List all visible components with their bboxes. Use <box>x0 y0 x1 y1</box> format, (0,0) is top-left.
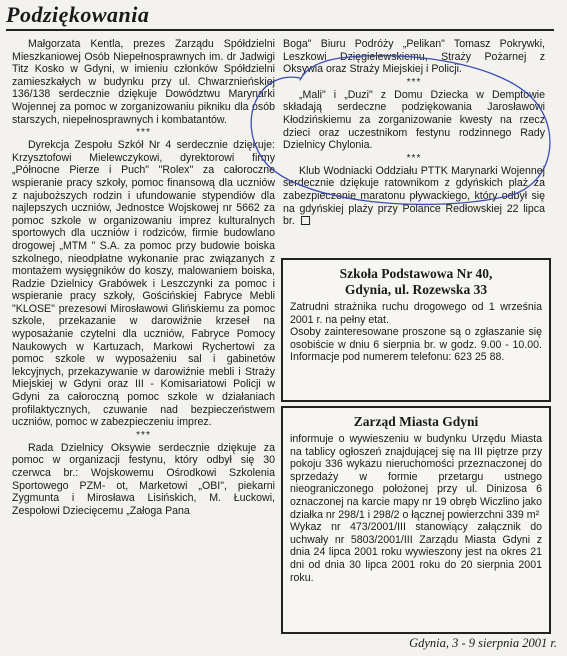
ad-box-zarzad <box>281 406 551 634</box>
notice-klub-wodniacki <box>283 165 545 228</box>
ad-szkola-p1: Zatrudni strażnika ruchu drogowego od 1 września 2001 r. na pełny etat. <box>290 301 542 326</box>
ad-szkola-body <box>283 301 549 364</box>
separator-stars: *** <box>406 76 422 88</box>
separator-stars: *** <box>136 127 151 139</box>
ad-zarzad-body <box>283 433 549 584</box>
notice-rada-oksywie-cont: Boga" Biuru Podróży „Pelikan" Tomasz Pokrywki, Leszkowi Dzięgielewskiemu, Straży Pożarnej z Oksywia oraz Straży Miejskiej i Policji. <box>283 38 545 76</box>
ad-zarzad-p2: Wykaz nr 473/2001/III stanowiący załącznik do uchwały nr 5803/2001/III Zarządu Miasta Gdyni z dnia 24 lipca 2001 roku wywieszony jest na okres 21 dni od dnia 30 lipca 2001 roku do 20 sierpnia 2001 roku. <box>290 521 542 584</box>
right-column <box>283 38 545 228</box>
ad-szkola-title-line2: Gdynia, ul. Rozewska 33 <box>344 282 488 297</box>
separator-stars: *** <box>136 429 151 441</box>
end-square-icon <box>301 216 310 225</box>
section-title: Podziękowania <box>6 2 150 27</box>
notice-spoldzielnia: Małgorzata Kentla, prezes Zarządu Spółdzielni Mieszkaniowej Osób Niepełnosprawnych im. dr Jadwigi Titz Kosko w Gdyni, w imieniu członków Spółdzielni zamieszkałych w budynku przy ul. Chwarznieńskiej 136/138 serdecznie dziękuje Dowództwu Marynarki Wojennej za pomoc w zorganizowaniu pikniku dla osób starszych, niepełnosprawnych i kombatantów. <box>12 38 275 126</box>
ad-zarzad-title: Zarząd Miasta Gdyni <box>353 414 479 429</box>
notice-zespol-szkol: Dyrekcja Zespołu Szkół Nr 4 serdecznie dziękuje: Krzysztofowi Mielewczykowi, dyrektorowi firmy „Północne Pierze i Puch" "Rolex" za całoroczne wspieranie pracy szkoły, pomoc finansową dla uczniów z najuboższych rodzin i ufundowanie stypendiów dla najlepszych uczniów, Jednostce Wojskowej nr 5662 za pomoc szkole w organizowaniu imprez kulturalnych sportowych dla uczniów i rodziców, firmie budowlano drogowej „MTM " S.A. za pomoc przy budowie boiska szkolnego, nieodpłatne wykonanie prac związanych z montażem wysięgników do koszy, malowaniem boiska, Radzie Dzielnicy Grabówek i Leszczynki za pomoc i wspieranie pracy szkoły, Gościńskiej Fabryce Mebli "KLOSE" prezesowi Mirosławowi Glińskiemu za pomoc szkole, przekazanie w darowiźnie krzeseł na wyposażanie czytelni dla uczniów, Fabryce Pomocy Naukowych w Kartuzach, Markowi Rychertowi za pomoc szkole w wyposażeniu sal i gabinetów lekcyjnych, przekazywanie w darowiźnie mebli i Straży Miejskiej w Gdyni oraz III - Komisariatowi Policji w Gdyni za całoroczną pomoc szkole w działaniach profilaktycznych, czuwanie nad bezpieczeństwem uczniów, pomoc w zabezpieczeniu imprez. <box>12 139 275 429</box>
section-header <box>6 3 554 31</box>
ad-box-szkola <box>281 258 551 402</box>
ad-szkola-p2: Osoby zainteresowane proszone są o zgłaszanie się osobiście w dniu 6 sierpnia br. w godz. 9.00 - 10.00. Informacje pod numerem telefonu: 623 25 88. <box>290 326 542 364</box>
ad-szkola-title-line1: Szkoła Podstawowa Nr 40, <box>339 266 493 281</box>
page-footer: Gdynia, 3 - 9 sierpnia 2001 r. <box>409 636 557 650</box>
ad-zarzad-p1: informuje o wywieszeniu w budynku Urzędu Miasta na tablicy ogłoszeń znajdującej się na III piętrze przy pokoju 336 wykazu nieruchomości przeznaczonej do sprzedaży w formie przetargu ustnego nieograniczonego położonej przy ul. Dinizosa 6 oznaczonej na karcie mapy nr 19 obręb Wiczlino jako działka nr 298/1 i 298/2 o łącznej powierzchni 339 m² <box>290 433 542 521</box>
separator-stars: *** <box>406 152 422 164</box>
left-column <box>12 38 275 517</box>
notice-klub-text: Klub Wodniacki Oddziału PTTK Marynarki Wojennej serdecznie dziękuje ratownikom z gdyńskich plaż za zabezpieczenie maratonu pływackiego, który odbył się na gdyńskiej plaży przy Polance Redłowskiej 22 lipca br. <box>283 164 545 228</box>
ad-szkola-title <box>283 266 549 298</box>
notice-dom-dziecka: „Mali" i „Duzi" z Domu Dziecka w Demptowie składają serdeczne podziękowania Jarosławowi Kłodzińskiemu za zorganizowanie kwesty na rzecz dzieci oraz uczestnikom festynu rodzinnego Rady Dzielnicy Chylonia. <box>283 88 545 152</box>
notice-rada-oksywie: Rada Dzielnicy Oksywie serdecznie dziękuje za pomoc w organizacji festynu, który odbył się 30 czerwca br.: Wojskowemu Ośrodkowi Szkolenia Sportowego PZM- ot, Marketowi „OBI", piekarni Zygmunta i Mirosława Lisińskich, M. Łuckowi, Zespołowi Dziecięcemu „Załoga Pana <box>12 441 275 517</box>
